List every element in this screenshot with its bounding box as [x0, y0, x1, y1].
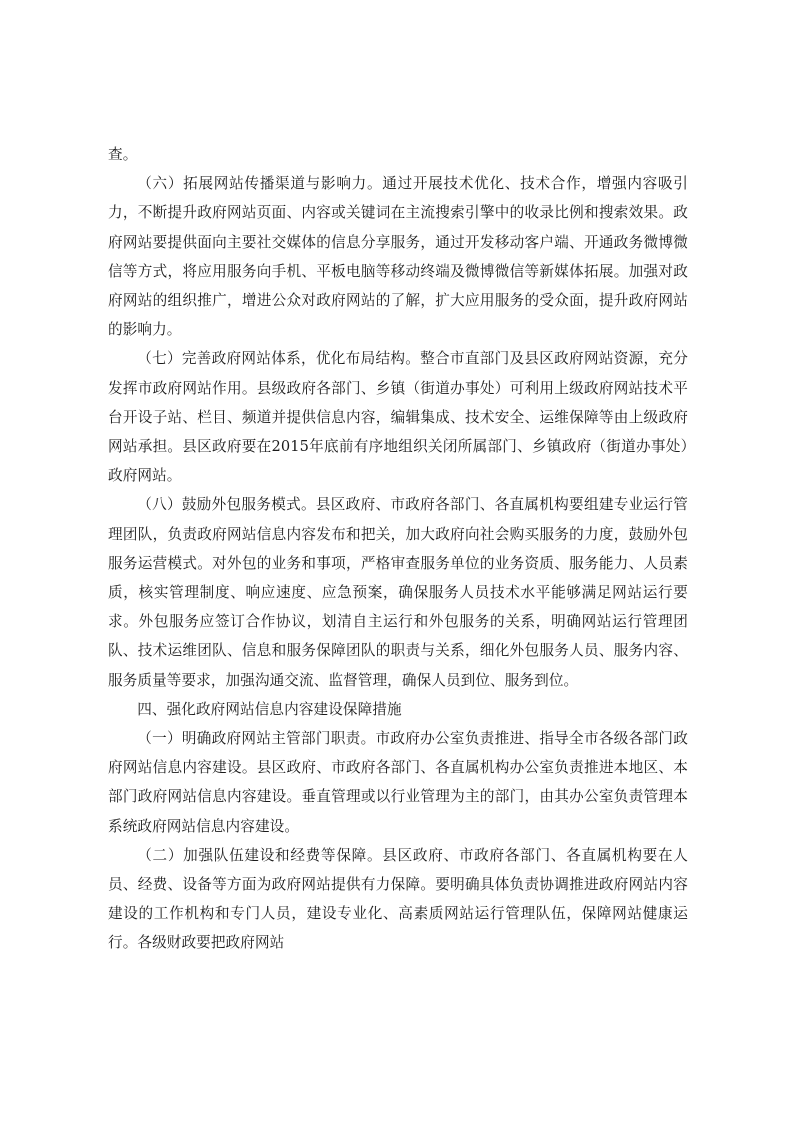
paragraph-subsection-1: （一）明确政府网站主管部门职责。市政府办公室负责推进、指导全市各级各部门政府网站信息内容建设。县区政府、市政府各部门、各直属机构办公室负责推进本地区、本部门政府网站信息内容建设。垂直管理或以行业管理为主的部门，由其办公室负责管理本系统政府网站信息内容建设。 [108, 730, 688, 835]
paragraph-subsection-2: （二）加强队伍建设和经费等保障。县区政府、市政府各部门、各直属机构要在人员、经费、设备等方面为政府网站提供有力保障。要明确具体负责协调推进政府网站内容建设的工作机构和专门人员，建设专业化、高素质网站运行管理队伍，保障网站健康运行。各级财政要把政府网站 [108, 846, 688, 952]
document-page [108, 140, 688, 958]
paragraph-continuation: 查。 [108, 146, 138, 163]
paragraph-section-7: （七）完善政府网站体系，优化布局结构。整合市直部门及县区政府网站资源，充分发挥市政府网站作用。县级政府各部门、乡镇（街道办事处）可利用上级政府网站技术平台开设子站、栏目、频道并提供信息内容，编辑集成、技术安全、运维保障等由上级政府网站承担。县区政府要在2015年底前有序地组织关闭所属部门、乡镇政府（街道办事处）政府网站。 [108, 350, 688, 485]
paragraph-section-8: （八）鼓励外包服务模式。县区政府、市政府各部门、各直属机构要组建专业运行管理团队，负责政府网站信息内容发布和把关，加大政府向社会购买服务的力度，鼓励外包服务运营模式。对外包的业务和事项，严格审查服务单位的业务资质、服务能力、人员素质，核实管理制度、响应速度、应急预案，确保服务人员技术水平能够满足网站运行要求。外包服务应签订合作协议，划清自主运行和外包服务的关系，明确网站运行管理团队、技术运维团队、信息和服务保障团队的职责与关系，细化外包服务人员、服务内容、服务质量等要求，加强沟通交流、监督管理，确保人员到位、服务到位。 [108, 496, 688, 689]
paragraph-section-6: （六）拓展网站传播渠道与影响力。通过开展技术优化、技术合作，增强内容吸引力，不断提升政府网站页面、内容或关键词在主流搜索引擎中的收录比例和搜索效果。政府网站要提供面向主要社交媒体的信息分享服务，通过开发移动客户端、开通政务微博微信等方式，将应用服务向手机、平板电脑等移动终端及微博微信等新媒体拓展。加强对政府网站的组织推广，增进公众对政府网站的了解，扩大应用服务的受众面，提升政府网站的影响力。 [108, 175, 688, 339]
section-heading-4: 四、强化政府网站信息内容建设保障措施 [137, 700, 402, 718]
